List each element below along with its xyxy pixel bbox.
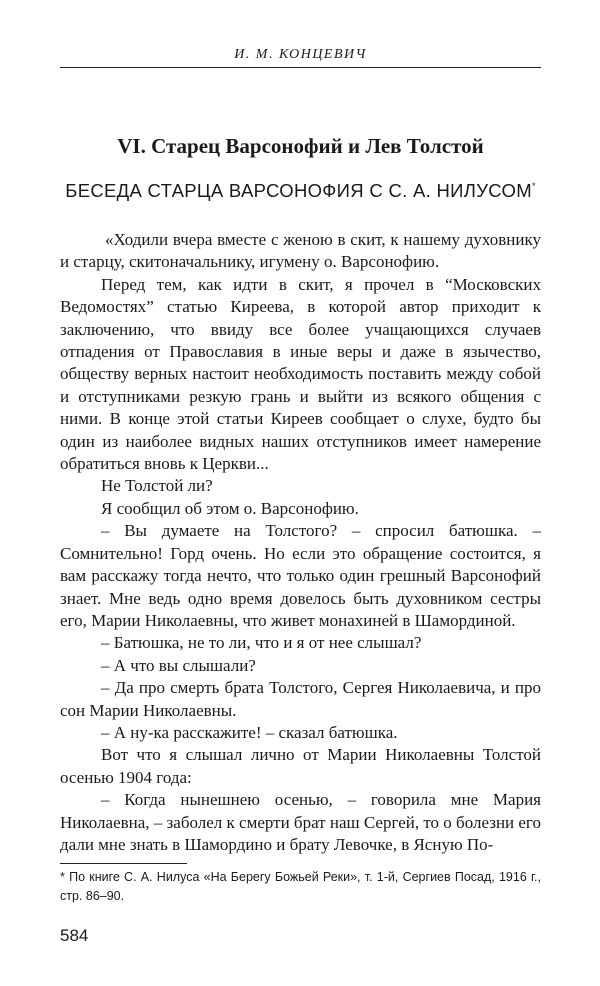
paragraph: – А ну-ка расскажите! – сказал батюшка. <box>101 722 398 742</box>
paragraph: Вот что я слышал лично от Марии Николаевны Толстой осенью 1904 года: <box>60 745 541 787</box>
page-number: 584 <box>60 926 89 945</box>
body-text <box>60 229 541 856</box>
paragraph: – А что вы слышали? <box>101 655 256 675</box>
paragraph: «Ходили вчера вместе с женою в скит, к нашему духовнику и старцу, скитоначальнику, игумену о. Варсонофию. <box>60 230 541 272</box>
paragraph: Не Толстой ли? <box>101 476 213 496</box>
chapter-title: VI. Старец Варсонофий и Лев Толстой <box>117 134 484 158</box>
running-head: И. М. КОНЦЕВИЧ <box>60 47 541 68</box>
section-title <box>60 180 541 202</box>
section-title-text: БЕСЕДА СТАРЦА ВАРСОНОФИЯ С С. А. НИЛУСОМ <box>65 180 532 201</box>
paragraph: Перед тем, как идти в скит, я прочел в “Московских Ведомостях” статью Киреева, в которой автор приходит к заключению, что ввиду все более учащающихся случаев отпадения от Православия в иные веры и даже в язычество, обществу верных настоит необходимость поставить между собой и отступниками резкую грань и выйти из всякого общения с ними. В конце этой статьи Киреев сообщает о слухе, будто бы один из наиболее видных наших отступников имеет намерение обратиться вновь к Церкви... <box>60 274 541 474</box>
paragraph: – Батюшка, не то ли, что и я от нее слышал? <box>101 633 422 653</box>
paragraph: – Вы думаете на Толстого? – спросил батюшка. – Сомнительно! Горд очень. Но если это обращение состоится, я вам расскажу тогда нечто, что только один грешный Варсонофий знает. Мне ведь одно время довелось быть духовником сестры его, Марии Николаевны, что живет монахиней в Шамординой. <box>60 521 541 630</box>
footnote-divider <box>60 863 187 864</box>
footnote-marker: * <box>531 181 536 191</box>
paragraph: Я сообщил об этом о. Варсонофию. <box>101 498 359 518</box>
footnote: * По книге С. А. Нилуса «На Берегу Божьей Реки», т. 1-й, Сергиев Посад, 1916 г., стр. 86–90. <box>60 870 541 903</box>
paragraph: – Когда нынешнею осенью, – говорила мне Мария Николаевна, – заболел к смерти брат наш Сергей, то о болезни его дали мне знать в Шамордино и брату Левочке, в Ясную По- <box>60 790 541 854</box>
paragraph: – Да про смерть брата Толстого, Сергея Николаевича, и про сон Марии Николаевны. <box>60 678 541 720</box>
